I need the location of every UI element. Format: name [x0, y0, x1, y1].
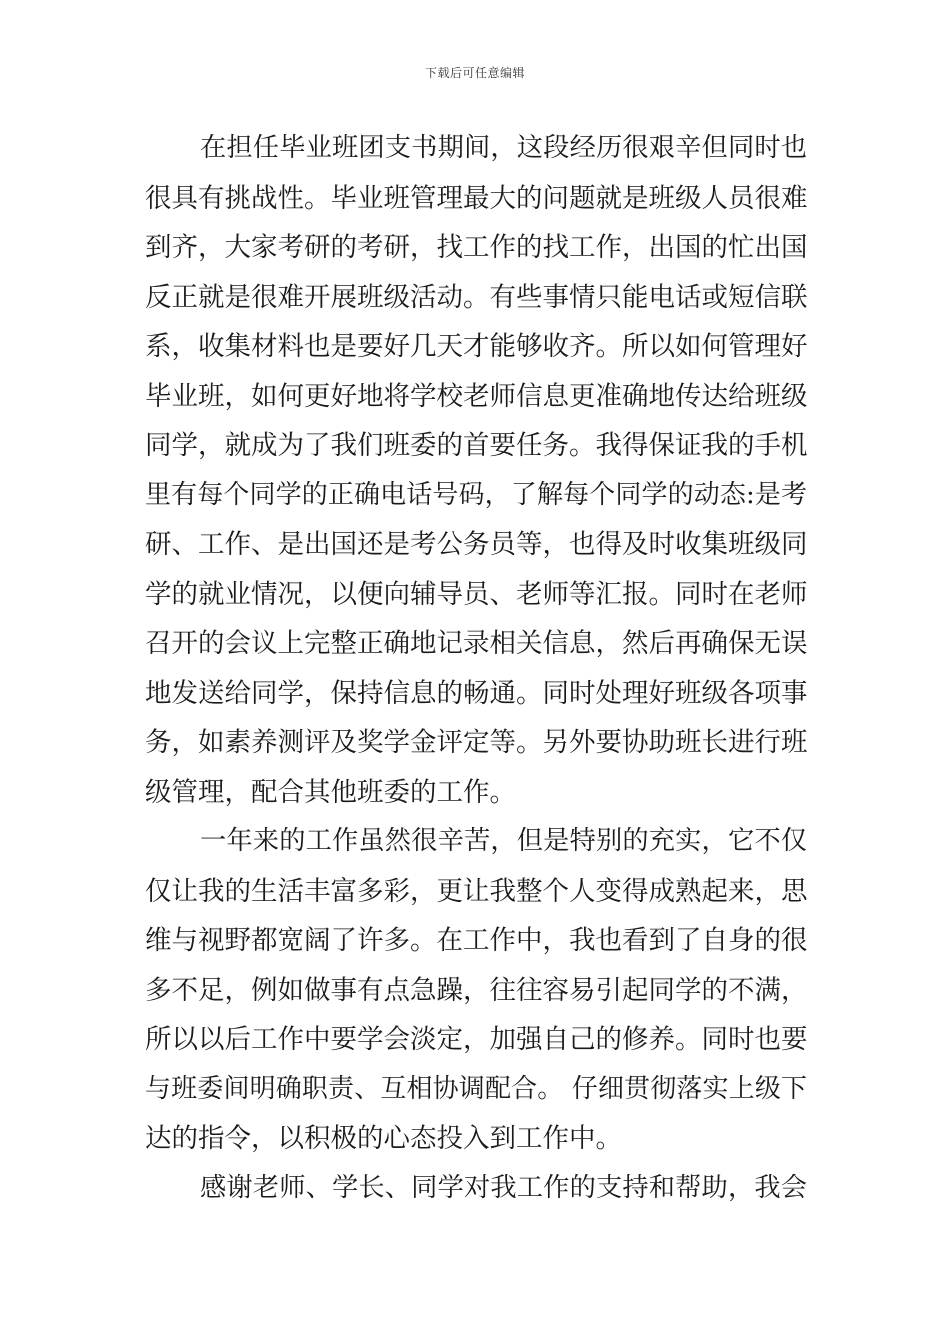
- page-header-note: 下载后可任意编辑: [424, 66, 525, 80]
- paragraph-line: 同学，就成为了我们班委的首要任务。我得保证我的手机: [145, 430, 808, 461]
- paragraph-line: 级管理，配合其他班委的工作。: [145, 776, 516, 808]
- paragraph-line: 到齐，大家考研的考研，找工作的找工作，出国的忙出国: [145, 232, 808, 263]
- paragraph-2: [145, 817, 807, 1164]
- paragraph-line: 一年来的工作虽然很辛苦，但是特别的充实，它不仅: [200, 826, 807, 856]
- paragraph-line: 地发送给同学，保持信息的畅通。同时处理好班级各项事: [145, 677, 808, 709]
- paragraph-line: 研、工作、是出国还是考公务员等，也得及时收集班级同: [145, 529, 808, 560]
- paragraph-1: [145, 124, 807, 817]
- paragraph-line: 达的指令，以积极的心态投入到工作中。: [145, 1123, 622, 1154]
- paragraph-line: 反正就是很难开展班级活动。有些事情只能电话或短信联: [145, 281, 808, 313]
- paragraph-line: 维与视野都宽阔了许多。在工作中，我也看到了自身的很: [145, 925, 808, 956]
- paragraph-line: 系，收集材料也是要好几天才能够收齐。所以如何管理好: [145, 331, 808, 362]
- paragraph-line: 召开的会议上完整正确地记录相关信息，然后再确保无误: [145, 628, 808, 659]
- paragraph-3: [145, 1164, 807, 1214]
- paragraph-line: 在担任毕业班团支书期间，这段经历很艰辛但同时也: [200, 133, 807, 163]
- paragraph-line: 与班委间明确职责、互相协调配合。 仔细贯彻落实上级下: [145, 1073, 807, 1104]
- document-body: [145, 124, 807, 1213]
- paragraph-line: 多不足，例如做事有点急躁，往往容易引起同学的不满，: [145, 974, 808, 1006]
- paragraph-line: 毕业班，如何更好地将学校老师信息更准确地传达给班级: [145, 380, 808, 412]
- paragraph-line: 感谢老师、学长、同学对我工作的支持和帮助，我会: [200, 1172, 807, 1203]
- paragraph-line: 学的就业情况，以便向辅导员、老师等汇报。同时在老师: [145, 578, 808, 610]
- paragraph-line: 仅让我的生活丰富多彩，更让我整个人变得成熟起来，思: [145, 875, 808, 907]
- paragraph-line: 里有每个同学的正确电话号码，了解每个同学的动态:是考: [145, 479, 807, 510]
- paragraph-line: 务，如素养测评及奖学金评定等。另外要协助班长进行班: [145, 727, 808, 758]
- paragraph-line: 很具有挑战性。毕业班管理最大的问题就是班级人员很难: [145, 182, 808, 214]
- paragraph-line: 所以以后工作中要学会淡定，加强自己的修养。同时也要: [145, 1024, 808, 1055]
